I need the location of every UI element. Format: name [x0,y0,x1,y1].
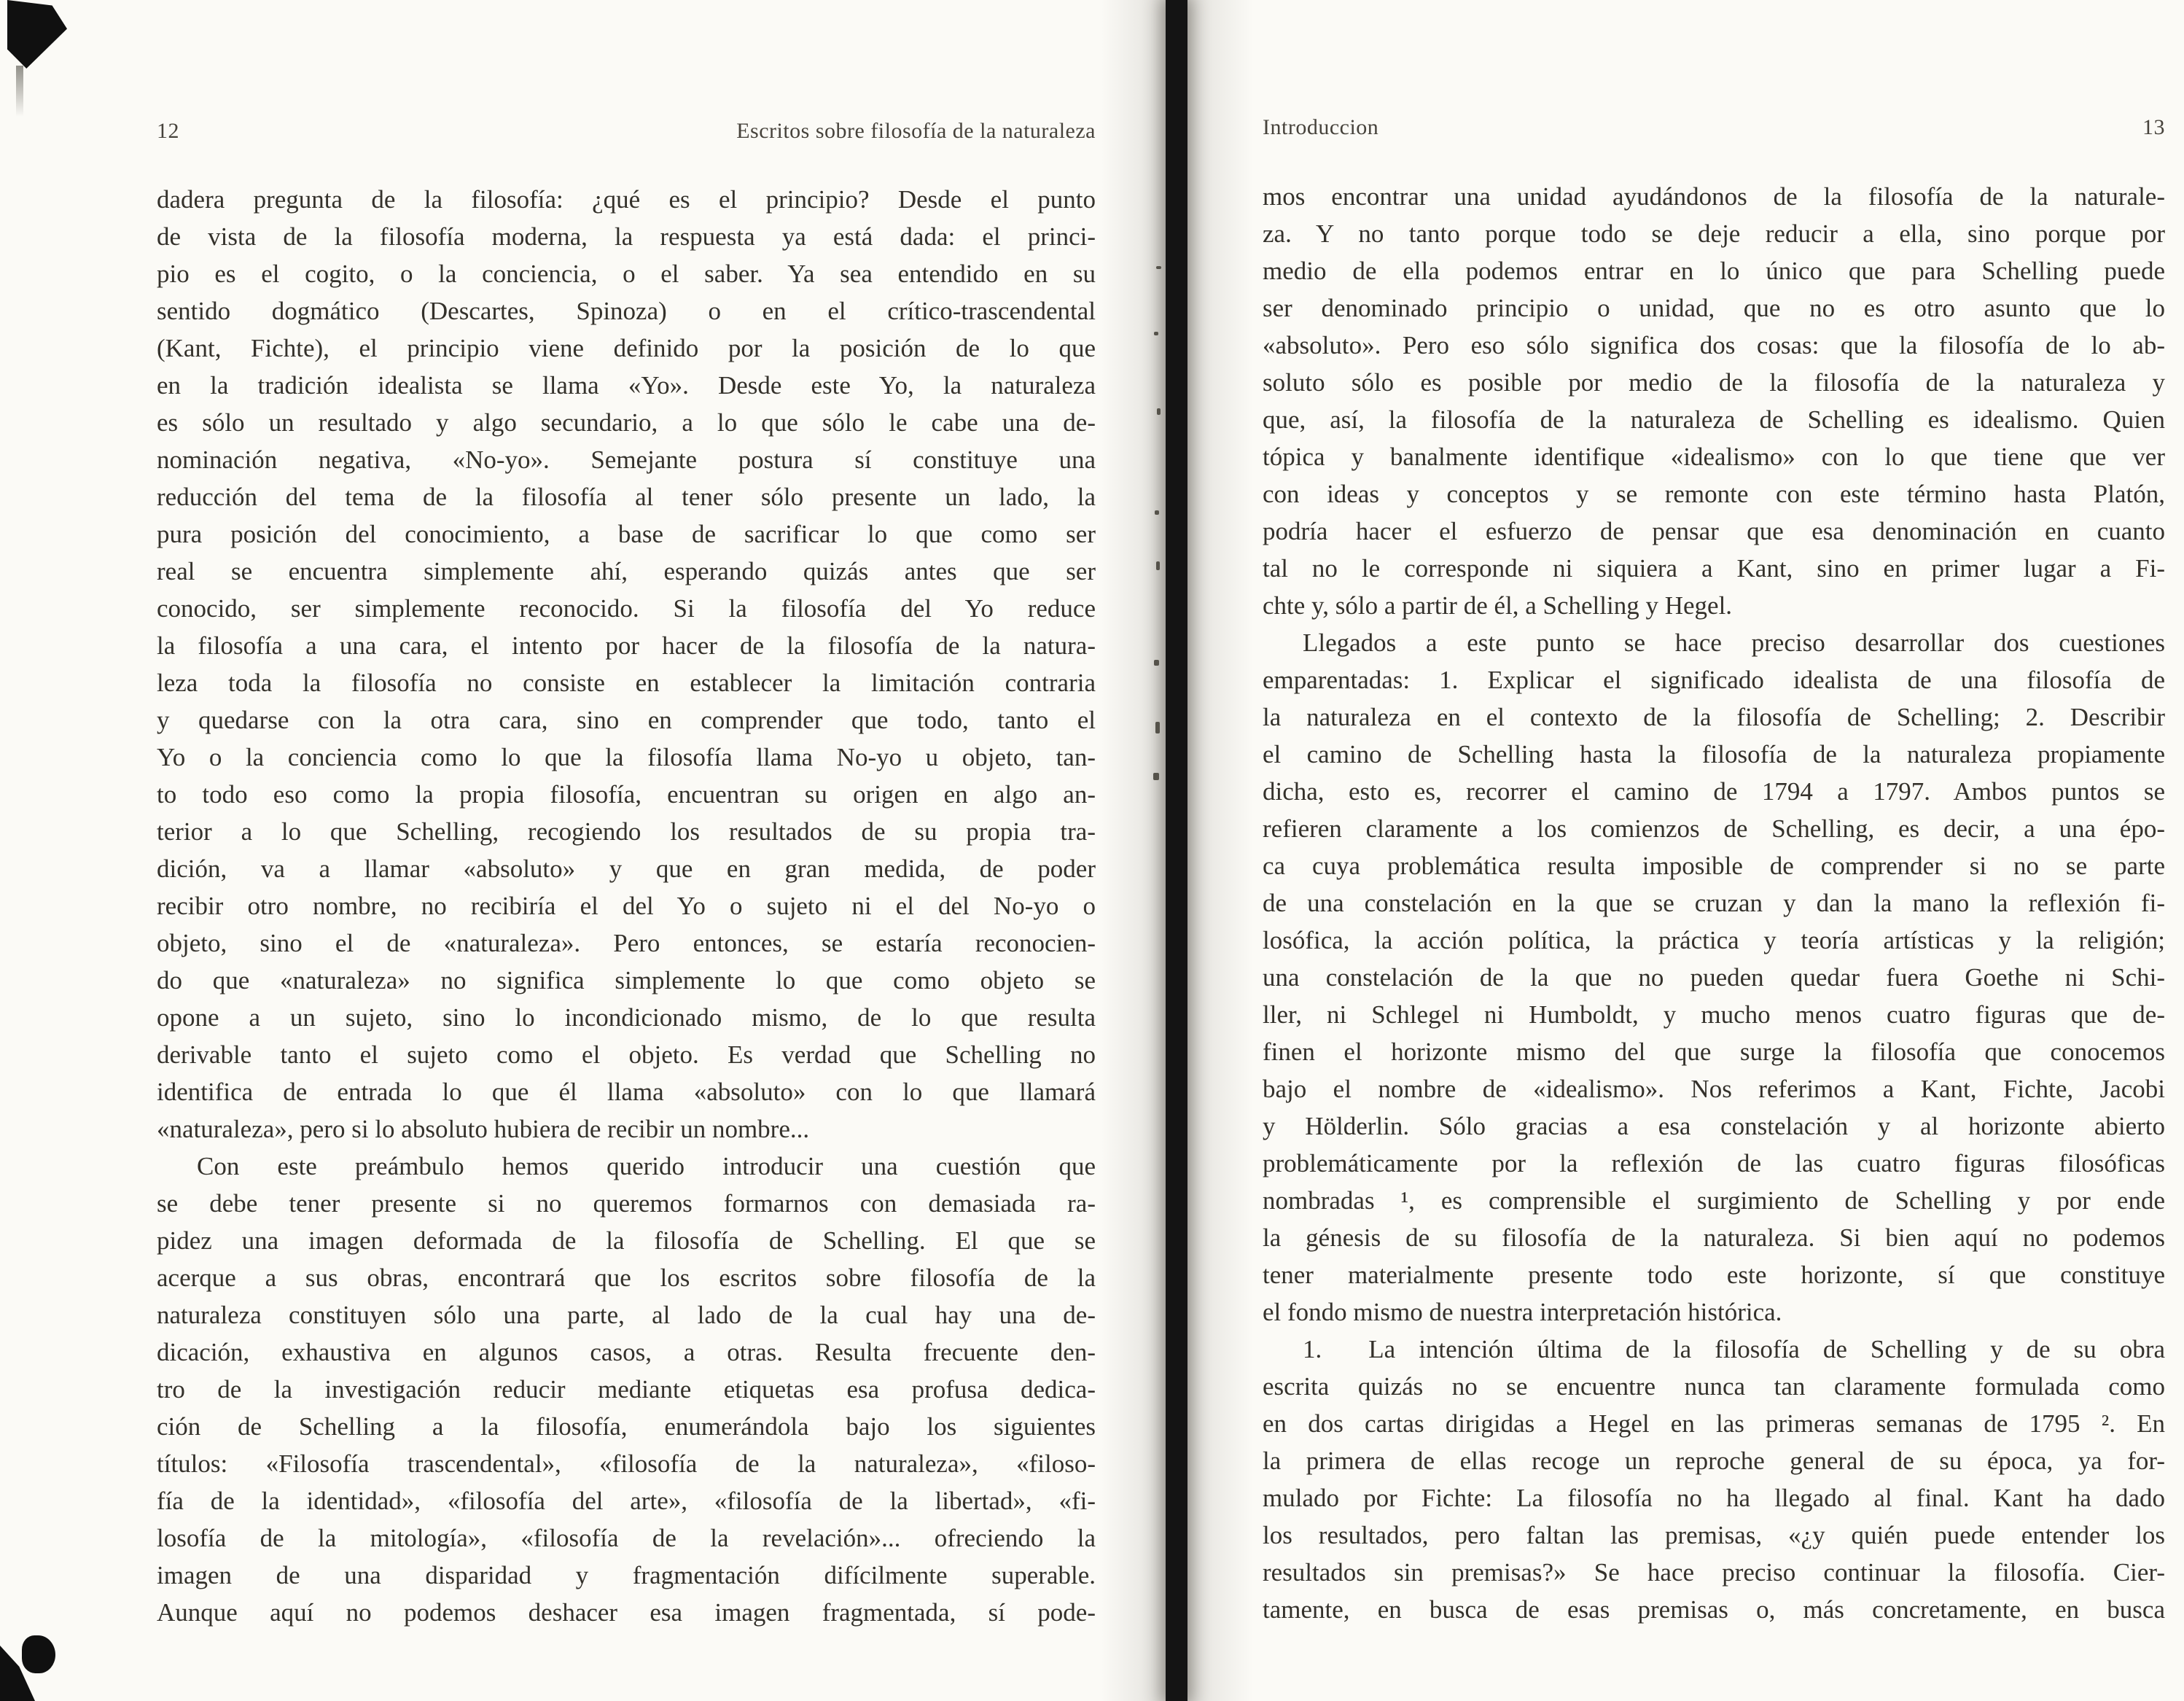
text-line: naturaleza constituyen sólo una parte, al lado de la cual hay una de- [157,1301,1096,1329]
paragraph [1263,1331,2165,1628]
text-line: finen el horizonte mismo del que surge la filosofía que conocemos [1263,1038,2165,1066]
text-line: Aunque aquí no podemos deshacer esa imagen fragmentada, sí pode- [157,1598,1096,1627]
text-line: pio es el cogito, o la conciencia, o el saber. Ya sea entendido en su [157,260,1096,288]
text-line: tamente, en busca de esas premisas o, más concretamente, en busca [1263,1595,2165,1624]
scan-artifact [1156,266,1161,269]
book-spine-shadow [1166,0,1187,1701]
text-line: títulos: «Filosofía trascendental», «filosofía de la naturaleza», «filoso- [157,1449,1096,1478]
text-line: real se encuentra simplemente ahí, esperando quizás antes que ser [157,557,1096,585]
text-line: imagen de una disparidad y fragmentación difícilmente superable. [157,1561,1096,1589]
text-line: terior a lo que Schelling, recogiendo los resultados de su propia tra- [157,817,1096,846]
scan-artifact [22,1635,55,1673]
text-line: podría hacer el esfuerzo de pensar que esa denominación en cuanto [1263,517,2165,545]
text-line: ca cuya problemática resulta imposible de comprender si no se parte [1263,852,2165,880]
paragraph [1263,178,2165,624]
text-line: ser denominado principio o unidad, que no es otro asunto que lo [1263,294,2165,322]
text-line: problemáticamente por la reflexión de las cuatro figuras filosóficas [1263,1149,2165,1178]
text-line: la génesis de su filosofía de la naturaleza. Si bien aquí no podemos [1263,1223,2165,1252]
text-line: dadera pregunta de la filosofía: ¿qué es el principio? Desde el punto [157,185,1096,214]
text-line: opone a un sujeto, sino lo incondicionado mismo, de lo que resulta [157,1003,1096,1032]
text-line: dicación, exhaustiva en algunos casos, a otras. Resulta frecuente den- [157,1338,1096,1366]
text-line: objeto, sino el de «naturaleza». Pero entonces, se estaría reconocien- [157,929,1096,957]
text-line: losofía de la mitología», «filosofía de la revelación»... ofreciendo la [157,1524,1096,1552]
scan-artifact [1157,408,1161,415]
page-body-left [157,181,1096,1631]
text-line: nombradas ¹, es comprensible el surgimiento de Schelling y por ende [1263,1186,2165,1215]
text-line: pura posición del conocimiento, a base de sacrificar lo que como ser [157,520,1096,548]
text-line: soluto sólo es posible por medio de la filosofía de la naturaleza y [1263,368,2165,397]
text-line: dicha, esto es, recorrer el camino de 1794 a 1797. Ambos puntos se [1263,777,2165,806]
text-line: los resultados, pero faltan las premisas, «¿y quién puede entender los [1263,1521,2165,1549]
paragraph [1263,624,2165,1331]
text-line: el fondo mismo de nuestra interpretación histórica. [1263,1298,1782,1326]
running-header: Introduccion [1263,115,1379,139]
text-line: bajo el nombre de «idealismo». Nos referimos a Kant, Fichte, Jacobi [1263,1075,2165,1103]
text-line: to todo eso como la propia filosofía, encuentran su origen en algo an- [157,780,1096,809]
text-line: reducción del tema de la filosofía al tener sólo presente un lado, la [157,483,1096,511]
text-line: leza toda la filosofía no consiste en establecer la limitación contraria [157,669,1096,697]
scan-artifact [1154,332,1158,335]
text-line: en dos cartas dirigidas a Hegel en las primeras semanas de 1795 ². En [1263,1409,2165,1438]
scan-artifact [1153,773,1159,780]
page-header-right [1263,115,2165,140]
text-line: es sólo un resultado y algo secundario, a lo que sólo le cabe una de- [157,408,1096,437]
paragraph [157,181,1096,1148]
text-line: mos encontrar una unidad ayudándonos de la filosofía de la naturale- [1263,182,2165,211]
text-line: la primera de ellas recoge un reproche general de su época, ya for- [1263,1447,2165,1475]
text-line: za. Y no tanto porque todo se deje reducir a ella, sino porque por [1263,219,2165,248]
page-body-right [1263,178,2165,1628]
text-line: losófica, la acción política, la práctica y teoría artísticas y la religión; [1263,926,2165,954]
text-line: «naturaleza», pero si lo absoluto hubiera de recibir un nombre... [157,1115,810,1143]
text-line: Con este preámbulo hemos querido introducir una cuestión que [197,1152,1096,1180]
text-line: y quedarse con la otra cara, sino en comprender que todo, tanto el [157,706,1096,734]
text-line: (Kant, Fichte), el principio viene definido por la posición de lo que [157,334,1096,362]
text-line: derivable tanto el sujeto como el objeto. Es verdad que Schelling no [157,1040,1096,1069]
text-line: refieren claramente a los comienzos de Schelling, es decir, a una épo- [1263,814,2165,843]
text-line: resultados sin premisas?» Se hace preciso continuar la filosofía. Cier- [1263,1558,2165,1587]
text-line: que, así, la filosofía de la naturaleza de Schelling es idealismo. Quien [1263,405,2165,434]
text-line: sentido dogmático (Descartes, Spinoza) o en el crítico-trascendental [157,297,1096,325]
text-line: tro de la investigación reducir mediante etiquetas esa profusa dedica- [157,1375,1096,1404]
text-line: tener materialmente presente todo este horizonte, sí que constituye [1263,1261,2165,1289]
text-line: «absoluto». Pero eso sólo significa dos cosas: que la filosofía de lo ab- [1263,331,2165,359]
gutter-shadow-left [1101,0,1166,1701]
text-line: tal no le corresponde ni siquiera a Kant, sino en primer lugar a Fi- [1263,554,2165,583]
paragraph [157,1148,1096,1631]
text-line: dición, va a llamar «absoluto» y que en gran medida, de poder [157,855,1096,883]
text-line: escrita quizás no se encuentre nunca tan claramente formulada como [1263,1372,2165,1401]
scan-artifact [1155,510,1159,515]
text-line: nominación negativa, «No-yo». Semejante postura sí constituye una [157,445,1096,474]
text-line: con ideas y conceptos y se remonte con este término hasta Platón, [1263,480,2165,508]
text-line: emparentadas: 1. Explicar el significado idealista de una filosofía de [1263,666,2165,694]
text-line: ción de Schelling a la filosofía, enumerándola bajo los siguientes [157,1412,1096,1441]
text-line: recibir otro nombre, no recibiría el del Yo o sujeto ni el del No-yo o [157,892,1096,920]
text-line: medio de ella podemos entrar en lo único que para Schelling puede [1263,257,2165,285]
text-line: identifica de entrada lo que él llama «absoluto» con lo que llamará [157,1078,1096,1106]
scan-artifact [1155,722,1160,733]
text-line: Llegados a este punto se hace preciso desarrollar dos cuestiones [1303,628,2165,657]
text-line: de vista de la filosofía moderna, la respuesta ya está dada: el princi- [157,222,1096,251]
page-number: 12 [157,119,179,143]
running-header: Escritos sobre filosofía de la naturaleza [736,119,1096,143]
scan-artifact [16,66,23,117]
text-line: do que «naturaleza» no significa simplemente lo que como objeto se [157,966,1096,994]
text-line: pidez una imagen deformada de la filosofía de Schelling. El que se [157,1226,1096,1255]
text-line: chte y, sólo a partir de él, a Schelling y Hegel. [1263,591,1733,620]
scan-artifact [7,0,67,69]
text-line: Yo o la conciencia como lo que la filosofía llama No-yo u objeto, tan- [157,743,1096,771]
text-line: la naturaleza en el contexto de la filosofía de Schelling; 2. Describir [1263,703,2165,731]
text-line: mulado por Fichte: La filosofía no ha llegado al final. Kant ha dado [1263,1484,2165,1512]
scan-artifact [1156,561,1160,570]
text-line: fía de la identidad», «filosofía del arte», «filosofía de la libertad», «fi- [157,1487,1096,1515]
text-line: de una constelación en la que se cruzan y dan la mano la reflexión fi- [1263,889,2165,917]
text-line: el camino de Schelling hasta la filosofía de la naturaleza propiamente [1263,740,2165,768]
text-line: tópica y banalmente identifique «idealismo» con lo que tiene que ver [1263,443,2165,471]
text-line: en la tradición idealista se llama «Yo». Desde este Yo, la naturaleza [157,371,1096,400]
gutter-shadow-right [1187,0,1253,1701]
text-line: una constelación de la que no pueden quedar fuera Goethe ni Schi- [1263,963,2165,992]
text-line: ller, ni Schlegel ni Humboldt, y mucho menos cuatro figuras que de- [1263,1000,2165,1029]
text-line: la filosofía a una cara, el intento por hacer de la filosofía de la natura- [157,631,1096,660]
text-line: se debe tener presente si no queremos formarnos con demasiada ra- [157,1189,1096,1218]
scan-artifact [1154,660,1159,666]
page-number: 13 [2142,115,2165,139]
page-header-left [157,119,1096,144]
text-line: y Hölderlin. Sólo gracias a esa constelación y al horizonte abierto [1263,1112,2165,1140]
text-line: conocido, ser simplemente reconocido. Si la filosofía del Yo reduce [157,594,1096,623]
text-line: 1. La intención última de la filosofía de Schelling y de su obra [1303,1335,2165,1363]
text-line: acerque a sus obras, encontrará que los escritos sobre filosofía de la [157,1264,1096,1292]
